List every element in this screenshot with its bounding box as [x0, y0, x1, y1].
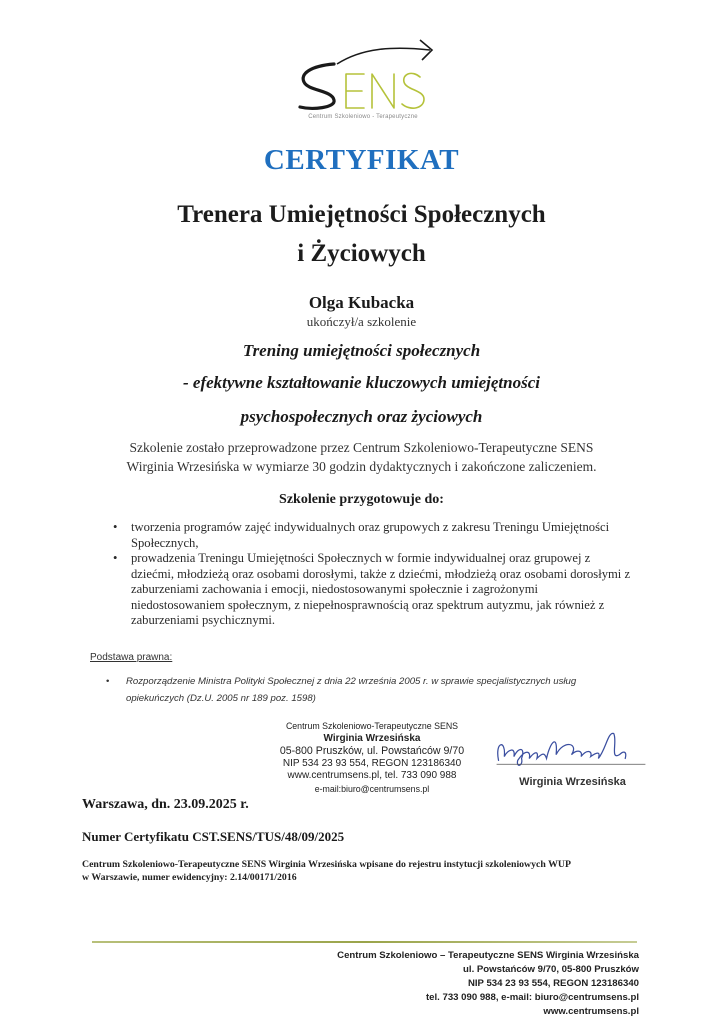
prepares-list — [113, 520, 633, 629]
course-title-line1: Trening umiejętności społecznych — [242, 341, 481, 360]
footer-address: ul. Powstańców 9/70, 05-800 Pruszków — [463, 964, 639, 975]
certificate-subtitle-line2: i Życiowych — [297, 240, 426, 267]
stamp-tax-ids: NIP 534 23 93 554, REGON 123186340 — [282, 757, 462, 769]
legal-basis-line1: Rozporządzenie Ministra Polityki Społecznej z dnia 22 września 2005 r. w sprawie specjalistycznych usług — [126, 676, 577, 687]
legal-basis-line2: opiekuńczych (Dz.U. 2005 nr 189 poz. 1598) — [126, 693, 316, 704]
certificate-title: CERTYFIKAT — [263, 144, 460, 176]
legal-basis-item — [106, 673, 646, 707]
logo-swoosh-arrow — [337, 48, 430, 64]
handwritten-signature — [486, 722, 656, 770]
course-title-line3: psychospołecznych oraz życiowych — [240, 407, 483, 426]
footer-company: Centrum Szkoleniowo – Terapeutyczne SENS Wirginia Wrzesińska — [337, 950, 639, 961]
bullet-icon: • — [106, 676, 110, 687]
company-stamp — [262, 720, 482, 795]
prepares-item-text: tworzenia programów zajęć indywidualnych oraz grupowych z zakresu Treningu Umiejętności Społecznych, — [131, 520, 610, 550]
recipient-name: Olga Kubacka — [308, 293, 415, 312]
footer-phone-email: tel. 733 090 988, e-mail: biuro@centrumsens.pl — [425, 992, 639, 1003]
prepares-list-item — [113, 551, 633, 629]
certificate-subtitle-line1: Trenera Umiejętności Społecznych — [177, 201, 546, 228]
description-line2: Wirginia Wrzesińska w wymiarze 30 godzin dydaktycznych i zakończone zaliczeniem. — [126, 459, 597, 474]
bullet-icon: • — [113, 520, 118, 534]
prepares-heading: Szkolenie przygotowuje do: — [279, 492, 444, 507]
legal-basis-heading: Podstawa prawna: — [90, 652, 173, 663]
registry-line2: w Warszawie, numer ewidencyjny: 2.14/00171/2016 — [82, 872, 297, 883]
logo-letter-s — [300, 64, 334, 108]
footer-tax-ids: NIP 534 23 93 554, REGON 123186340 — [467, 978, 639, 989]
sens-logo — [292, 36, 442, 112]
stamp-owner-name: Wirginia Wrzesińska — [323, 732, 421, 744]
prepares-item-text: prowadzenia Treningu Umiejętności Społecznych w formie indywidualnej oraz grupowej z dziećmi, młodzieżą oraz osobami dorosłymi, także z dziećmi, młodzieżą oraz osobami dorosłymi z zaburzeniami zachowania i emocji, niedostosowanymi społecznie i zagrożonymi niedostosowaniem społecznym, z niepełnosprawnością oraz spektrum autyzmu, jak również z zaburzeniami psychicznymi. — [131, 551, 631, 627]
completed-text: ukończył/a szkolenie — [306, 314, 417, 329]
signer-name: Wirginia Wrzesińska — [519, 776, 626, 788]
bullet-icon: • — [113, 551, 118, 565]
footer-contact — [337, 949, 639, 1019]
footer-divider — [92, 941, 637, 943]
prepares-list-item — [113, 520, 633, 551]
stamp-address: 05-800 Pruszków, ul. Powstańców 9/70 — [279, 745, 465, 757]
stamp-email: e-mail:biuro@centrumsens.pl — [314, 783, 430, 794]
course-title-line2: - efektywne kształtowanie kluczowych umiejętności — [183, 373, 540, 392]
certificate-number: Numer Certyfikatu CST.SENS/TUS/48/09/2025 — [82, 829, 345, 844]
logo-tagline: Centrum Szkoleniowo - Terapeutyczne — [308, 114, 418, 120]
stamp-web-phone: www.centrumsens.pl, tel. 733 090 988 — [287, 770, 457, 781]
stamp-company-name: Centrum Szkoleniowo-Terapeutyczne SENS — [285, 721, 459, 731]
description-line1: Szkolenie zostało przeprowadzone przez Centrum Szkoleniowo-Terapeutyczne SENS — [129, 440, 594, 455]
registry-line1: Centrum Szkoleniowo-Terapeutyczne SENS Wirginia Wrzesińska wpisane do rejestru instytucji szkoleniowych WUP — [82, 859, 571, 870]
footer-website: www.centrumsens.pl — [543, 1006, 639, 1017]
logo-letters-ens — [346, 73, 424, 108]
place-and-date: Warszawa, dn. 23.09.2025 r. — [82, 797, 249, 812]
